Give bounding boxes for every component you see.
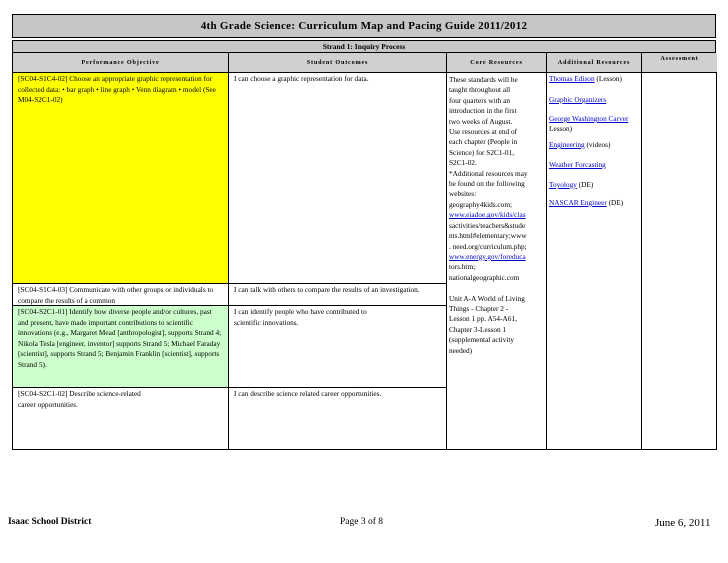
- website-link[interactable]: www.energy.gov/foreduca: [449, 251, 526, 261]
- core-line: sactivities/teachers&stude: [449, 220, 526, 230]
- resource-link-engineering[interactable]: Engineering: [549, 140, 585, 149]
- core-line: Lesson 1 pp. A54-A61,: [449, 314, 517, 324]
- resource-link-george-washington-carver[interactable]: George Washington Carver: [549, 114, 629, 123]
- strand-heading: Strand 1: Inquiry Process: [12, 40, 716, 53]
- core-line: S2C1-02.: [449, 158, 477, 168]
- objective-cell: [SC04-S2C1-01] Identify how diverse people and/or cultures, past and present, have made important contributions to scientific innovations (e.g., Margaret Mead [anthropologist], supports Strand 4; Nikola Tesla [engineer, inventor] supports Strand 5; Michael Faraday [scientist], supports Strand 5; Benjamin Franklin [scientist], supports Strand 5).: [13, 306, 228, 388]
- core-line: Unit A-A World of Living: [449, 293, 525, 303]
- core-line: two weeks of August.: [449, 116, 513, 126]
- column-assessment: [642, 53, 717, 450]
- footer-district: Isaac School District: [8, 517, 92, 527]
- core-line: be found on the following: [449, 179, 525, 189]
- resource-item: [549, 198, 623, 208]
- resource-note: (DE): [576, 180, 594, 189]
- resource-item: [549, 74, 622, 84]
- core-line: websites:: [449, 189, 477, 199]
- resource-item: [549, 95, 606, 105]
- core-line: Use resources at end of: [449, 127, 518, 137]
- website-link[interactable]: www.eiadoe.gov/kids/clas: [449, 210, 526, 220]
- header-core: Core Resources: [447, 53, 547, 73]
- outcome-cell: I can talk with others to compare the results of an investigation.: [229, 284, 446, 306]
- header-objective: Performance Objective: [13, 53, 229, 73]
- resource-item: [549, 140, 610, 150]
- core-line: [449, 283, 545, 293]
- resource-note: Lesson): [549, 124, 573, 133]
- outcome-cell: I can choose a graphic representation for data.: [229, 73, 446, 284]
- core-line: (supplemental activity: [449, 335, 515, 345]
- core-line: These standards will be: [449, 75, 518, 84]
- resource-item: [549, 180, 593, 190]
- resource-item: [549, 160, 606, 170]
- outcome-cell: I can identify people who have contributed to scientific innovations.: [229, 306, 446, 388]
- core-line: Science) for S2C1-01,: [449, 147, 515, 157]
- resource-link-thomas-edison[interactable]: Thomas Edison: [549, 74, 595, 83]
- resource-note: (videos): [584, 140, 611, 149]
- objective-cell: [SC04-S2C1-02] Describe science-related career opportunities.: [18, 389, 141, 409]
- core-line: nationalgeographic.com: [449, 272, 520, 282]
- core-line: Chapter 3-Lesson 1: [449, 324, 507, 334]
- core-line: introduction in the first: [449, 106, 517, 116]
- core-line: each chapter (People in: [449, 137, 518, 147]
- column-additional: [547, 53, 642, 450]
- resource-note: (Lesson): [594, 74, 622, 83]
- resource-link-weather-forcasting[interactable]: Weather Forcasting: [549, 160, 606, 169]
- outcome-cell: I can describe science related career opportunities.: [234, 389, 382, 398]
- core-line: tors.htm;: [449, 262, 476, 272]
- curriculum-table: [12, 53, 716, 450]
- footer-page-number: Page 3 of 8: [340, 517, 384, 527]
- resource-link-nascar-engineer[interactable]: NASCAR Engineer: [549, 198, 607, 207]
- resource-note: (DE): [606, 198, 624, 207]
- header-outcomes: Student Outcomes: [229, 53, 447, 73]
- core-resources-text: [449, 75, 545, 356]
- core-line: *Additional resources may: [449, 168, 528, 178]
- objective-cell: [SC04-S1C4-03] Communicate with other groups or individuals to compare the results of a common: [13, 284, 228, 306]
- core-line: needed): [449, 345, 473, 355]
- resource-link-toyology[interactable]: Toyology: [549, 180, 577, 189]
- core-line: taught throughout all: [449, 85, 511, 95]
- header-assessment: Assessment: [642, 53, 717, 73]
- core-line: geography4kids.com;: [449, 199, 513, 209]
- resource-item: [549, 114, 641, 134]
- resource-link-graphic-organizers[interactable]: Graphic Organizers: [549, 95, 607, 104]
- header-additional: Additional Resources: [547, 53, 642, 73]
- objective-cell: [SC04-S1C4-02] Choose an appropriate graphic representation for collected data: • bar graph • line graph • Venn diagram • model (See M04-S2C1-02): [13, 73, 228, 284]
- core-line: four quarters with an: [449, 95, 510, 105]
- document-title: 4th Grade Science: Curriculum Map and Pacing Guide 2011/2012: [12, 14, 716, 38]
- core-line: . need.org/curriculum.php;: [449, 241, 527, 251]
- footer-date: June 6, 2011: [655, 517, 711, 529]
- core-line: nts.html#elementary;www: [449, 231, 527, 241]
- core-line: Things - Chapter 2 -: [449, 303, 509, 313]
